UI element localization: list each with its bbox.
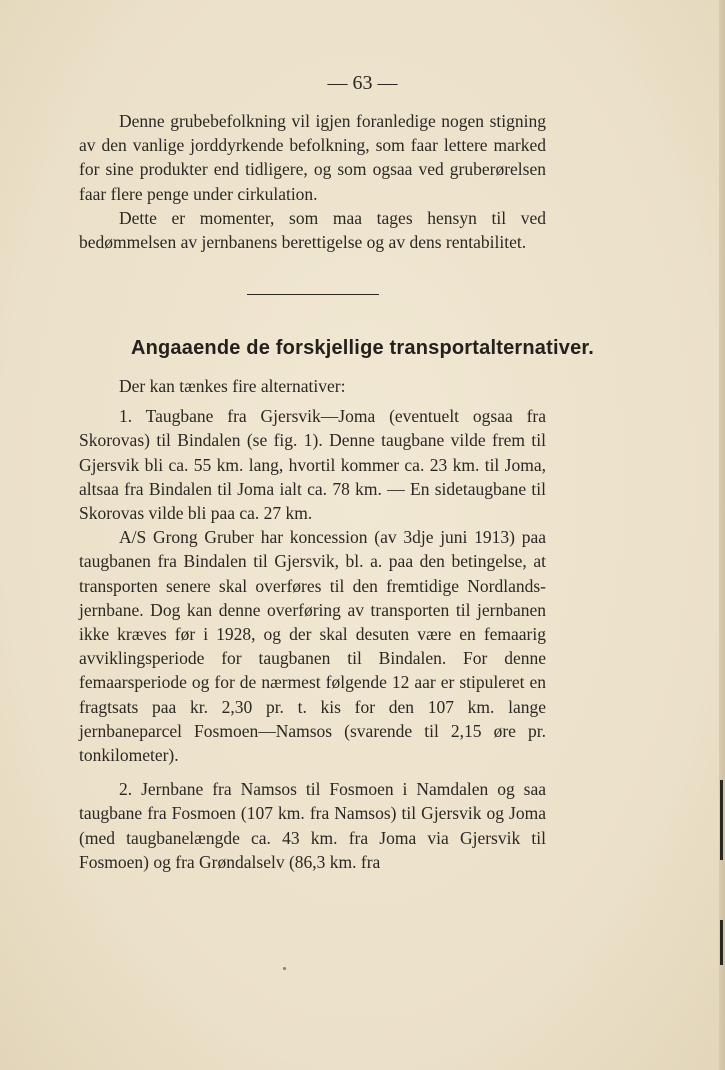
intro-text bbox=[79, 109, 546, 254]
spacer bbox=[79, 767, 546, 777]
paragraph: 2. Jernbane fra Namsos til Fosmoen i Namdalen og saa taugbane fra Fosmoen (107 km. fra Namsos) til Gjersvik og Joma (med taugbanelængde ca. 43 km. fra Joma via Gjersvik til Fosmoen) og fra Grøndalselv (86,3 km. fra bbox=[79, 779, 546, 872]
paragraph: 1. Taugbane fra Gjersvik—Joma (eventuelt ogsaa fra Skorovas) til Bindalen (se fig. 1). Denne taugbane vilde frem til Gjersvik bli ca. 55 km. lang, hvortil kommer ca. 23 km. til Joma, altsaa fra Bindalen til Joma ialt ca. 78 km. — En sidetaugbane til Skorovas vilde bli paa ca. 27 km. bbox=[79, 406, 546, 524]
section-text bbox=[79, 374, 546, 874]
ink-speck bbox=[283, 967, 286, 970]
page-edge bbox=[719, 0, 725, 1070]
paragraph: A/S Grong Gruber har koncession (av 3dje juni 1913) paa taugbanen fra Bindalen til Gjersvik, bl. a. paa den betingelse, at transporten senere skal overføres til den fremtidige Nordlands-jernbane. Dog kan denne overføring av transporten til jernbanen ikke kræves før i 1928, og der skal desuten være en femaarig avviklingsperiode for taugbanen til Bindalen. For denne femaarsperiode og for de nærmest følgende 12 aar er stipuleret en fragtsats paa kr. 2,30 pr. t. kis for den 107 km. lange jernbaneparcel Fosmoen—Namsos (svarende til 2,15 øre pr. tonkilometer). bbox=[79, 527, 546, 766]
paragraph: Der kan tænkes fire alternativer: bbox=[119, 376, 346, 396]
section-heading: Angaaende de forskjellige transportalternativer. bbox=[130, 337, 595, 359]
paragraph: Denne grubebefolkning vil igjen foranledige nogen stigning av den vanlige jorddyrkende befolkning, som faar lettere marked for sine produkter end tidligere, og som ogsaa ved gruberørelsen faar flere penge under cirkulation. bbox=[79, 111, 546, 204]
paragraph: Dette er momenter, som maa tages hensyn til ved bedømmelsen av jernbanens berettigelse og av dens rentabilitet. bbox=[79, 207, 546, 253]
edge-mark bbox=[720, 920, 723, 965]
section-divider bbox=[247, 294, 379, 295]
page-number: — 63 — bbox=[327, 72, 398, 94]
edge-mark bbox=[720, 780, 723, 860]
